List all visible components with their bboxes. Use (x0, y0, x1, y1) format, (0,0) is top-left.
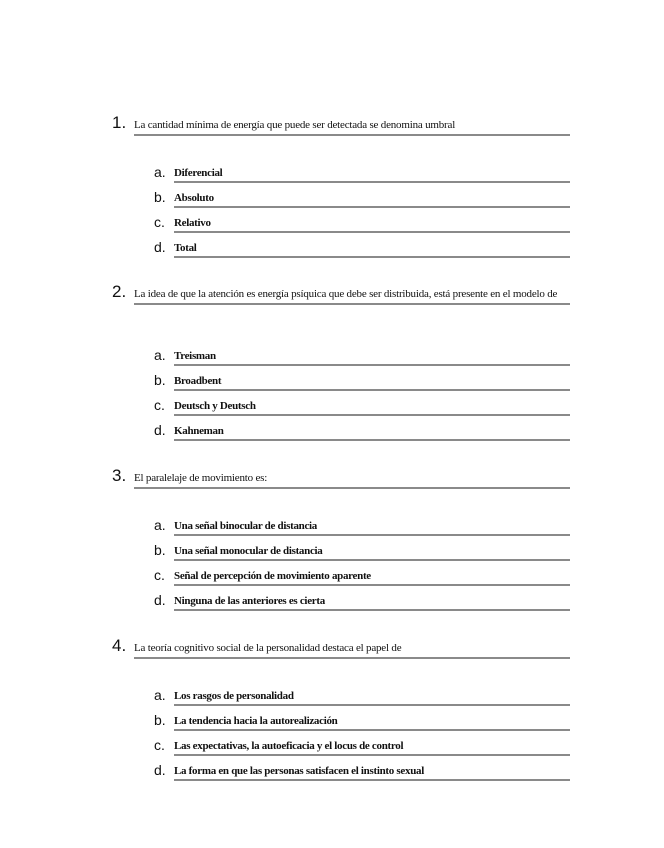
option-item (154, 542, 570, 567)
question-text: La idea de que la atención es energía psíquica que debe ser distribuida, está presente en el modelo de (134, 286, 570, 305)
options-list-1 (154, 164, 570, 264)
option-text: Relativo (174, 216, 570, 233)
option-item (154, 239, 570, 264)
option-letter: b. (154, 189, 166, 205)
option-item (154, 372, 570, 397)
option-item (154, 347, 570, 372)
question-text: La teoría cognitivo social de la personalidad destaca el papel de (134, 640, 570, 659)
question-number: 3. (112, 466, 127, 485)
option-text: Kahneman (174, 424, 570, 441)
option-text: Una señal binocular de distancia (174, 519, 570, 536)
options-list-3 (154, 517, 570, 617)
question-1 (112, 113, 570, 136)
question-number: 2. (112, 282, 127, 301)
option-item (154, 567, 570, 592)
option-item (154, 712, 570, 737)
option-letter: a. (154, 164, 166, 180)
question-3 (112, 466, 570, 489)
option-letter: c. (154, 397, 165, 413)
option-text: Diferencial (174, 166, 570, 183)
option-item (154, 762, 570, 787)
option-letter: a. (154, 517, 166, 533)
question-number: 1. (112, 113, 127, 132)
option-item (154, 517, 570, 542)
option-letter: a. (154, 347, 166, 363)
option-letter: c. (154, 737, 165, 753)
option-text: Treisman (174, 349, 570, 366)
option-item (154, 214, 570, 239)
question-text: El paralelaje de movimiento es: (134, 470, 570, 489)
options-list-2 (154, 347, 570, 447)
option-text: Los rasgos de personalidad (174, 689, 570, 706)
option-text: La forma en que las personas satisfacen el instinto sexual (174, 764, 570, 781)
question-2 (112, 282, 570, 305)
option-text: La tendencia hacia la autorealización (174, 714, 570, 731)
option-item (154, 164, 570, 189)
option-letter: a. (154, 687, 166, 703)
options-list-4 (154, 687, 570, 787)
option-item (154, 592, 570, 617)
option-letter: c. (154, 567, 165, 583)
option-item (154, 737, 570, 762)
option-text: Total (174, 241, 570, 258)
option-text: Las expectativas, la autoeficacia y el locus de control (174, 739, 570, 756)
option-text: Señal de percepción de movimiento aparente (174, 569, 570, 586)
option-text: Deutsch y Deutsch (174, 399, 570, 416)
question-number: 4. (112, 636, 127, 655)
option-text: Una señal monocular de distancia (174, 544, 570, 561)
option-letter: c. (154, 214, 165, 230)
option-text: Broadbent (174, 374, 570, 391)
option-letter: d. (154, 592, 166, 608)
option-item (154, 422, 570, 447)
option-item (154, 189, 570, 214)
option-text: Ninguna de las anteriores es cierta (174, 594, 570, 611)
option-letter: b. (154, 372, 166, 388)
option-item (154, 687, 570, 712)
option-item (154, 397, 570, 422)
option-letter: b. (154, 542, 166, 558)
question-text: La cantidad mínima de energía que puede ser detectada se denomina umbral (134, 117, 570, 136)
option-text: Absoluto (174, 191, 570, 208)
option-letter: b. (154, 712, 166, 728)
option-letter: d. (154, 239, 166, 255)
option-letter: d. (154, 762, 166, 778)
question-4 (112, 636, 570, 659)
option-letter: d. (154, 422, 166, 438)
